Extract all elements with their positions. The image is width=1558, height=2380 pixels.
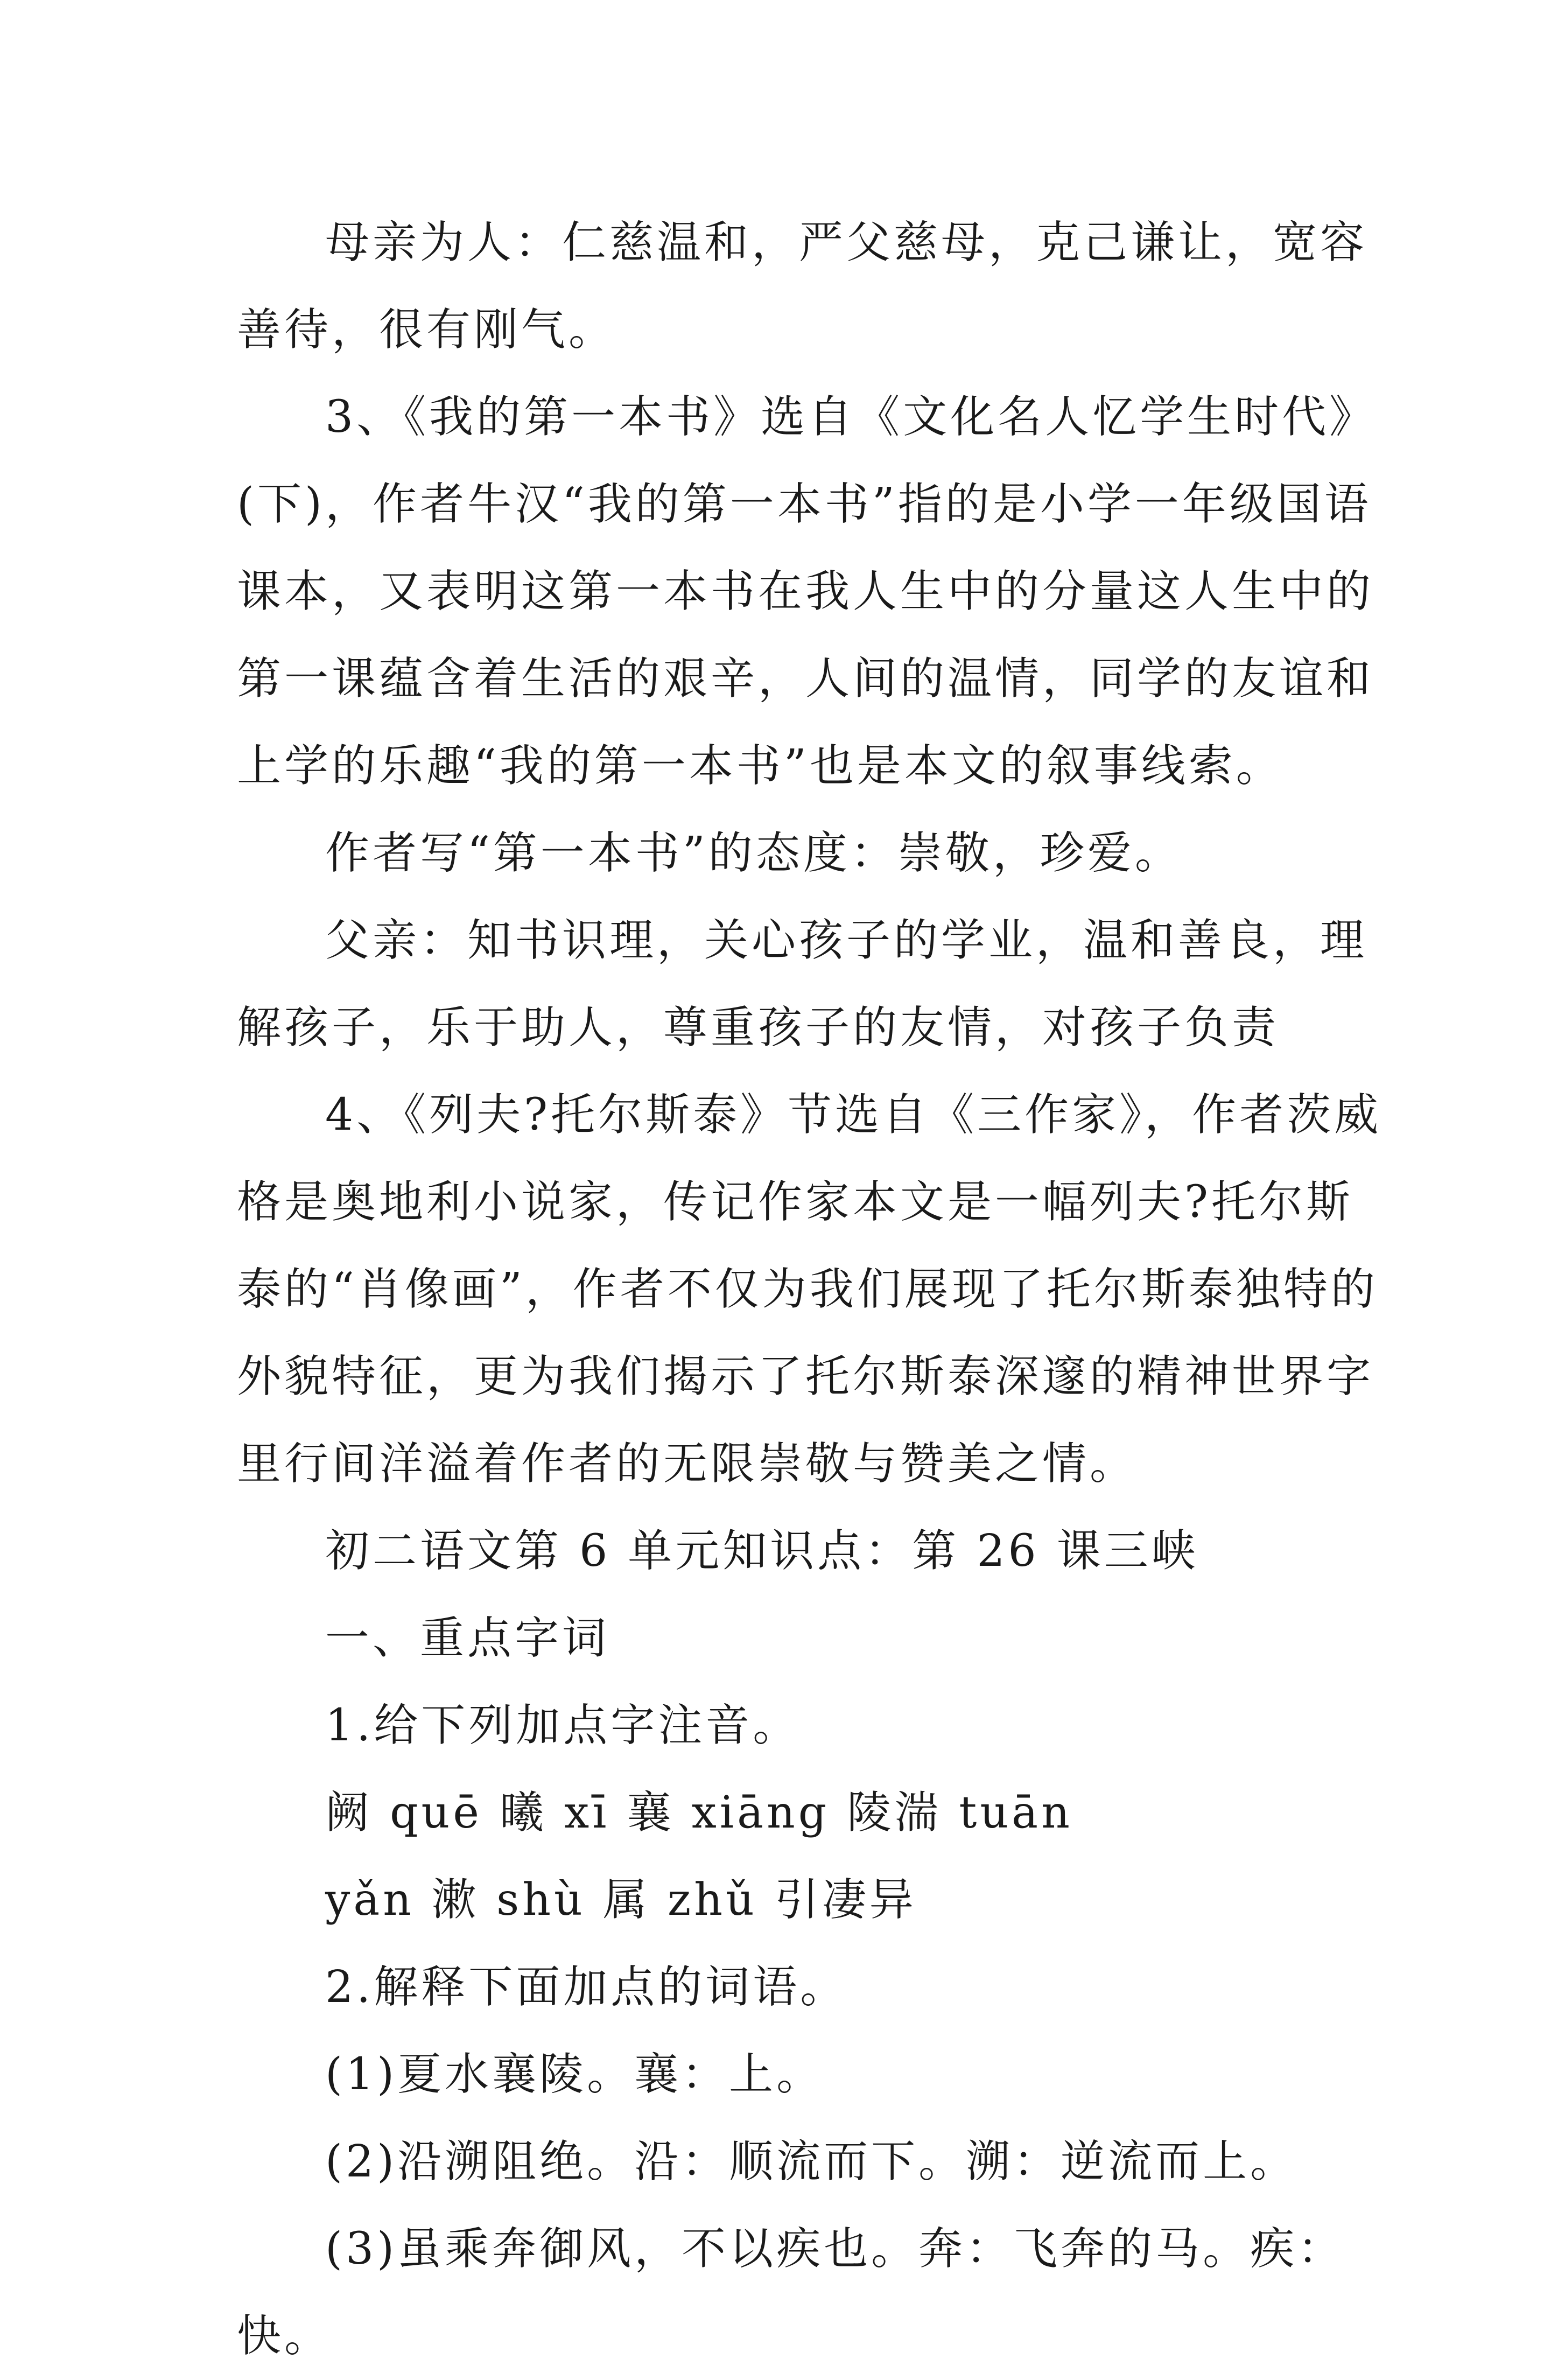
pinyin-line-2: yǎn 漱 shù 属 zhǔ 引凄异 — [325, 1874, 917, 1926]
subheading-key-words: 一、重点字词 — [325, 1613, 610, 1664]
paragraph-author-attitude: 作者写“第一本书”的态度：崇敬，珍爱。 — [325, 828, 1182, 879]
definition-item-1: (1)夏水襄陵。襄：上。 — [325, 2049, 824, 2100]
document-body — [237, 199, 1389, 2380]
paragraph-father-character: 父亲：知书识理，关心孩子的学业，温和善良，理解孩子，乐于助人，尊重孩子的友情，对孩子负责 — [237, 915, 1368, 1053]
section-heading-unit-6: 初二语文第 6 单元知识点：第 26 课三峡 — [325, 1525, 1199, 1577]
paragraph-tolstoy: 4、《列夫?托尔斯泰》节选自《三作家》，作者茨威格是奥地利小说家，传记作家本文是一幅列夫?托尔斯泰的“肖像画”，作者不仅为我们展现了托尔斯泰独特的外貌特征，更为我们揭示了托尔斯泰深邃的精神世界字里行间洋溢着作者的无限崇敬与赞美之情。 — [237, 1089, 1382, 1489]
exercise-1-title: 1.给下列加点字注音。 — [325, 1700, 801, 1751]
exercise-2-title: 2.解释下面加点的词语。 — [325, 1962, 848, 2013]
pinyin-line-1: 阙 quē 曦 xī 襄 xiāng 陵湍 tuān — [325, 1787, 1073, 1838]
paragraph-my-first-book: 3、《我的第一本书》选自《文化名人忆学生时代》(下)，作者牛汉“我的第一本书”指的是小学一年级国语课本，又表明这第一本书在我人生中的分量这人生中的第一课蕴含着生活的艰辛，人间的温情，同学的友谊和上学的乐趣“我的第一本书”也是本文的叙事线索。 — [237, 391, 1377, 792]
definition-item-2: (2)沿溯阻绝。沿：顺流而下。溯：逆流而上。 — [325, 2136, 1298, 2187]
definition-item-3: (3)虽乘奔御风，不以疾也。奔：飞奔的马。疾：快。 — [237, 2223, 1345, 2362]
paragraph-mother-character: 母亲为人：仁慈温和，严父慈母，克己谦让，宽容善待，很有刚气。 — [237, 217, 1368, 355]
